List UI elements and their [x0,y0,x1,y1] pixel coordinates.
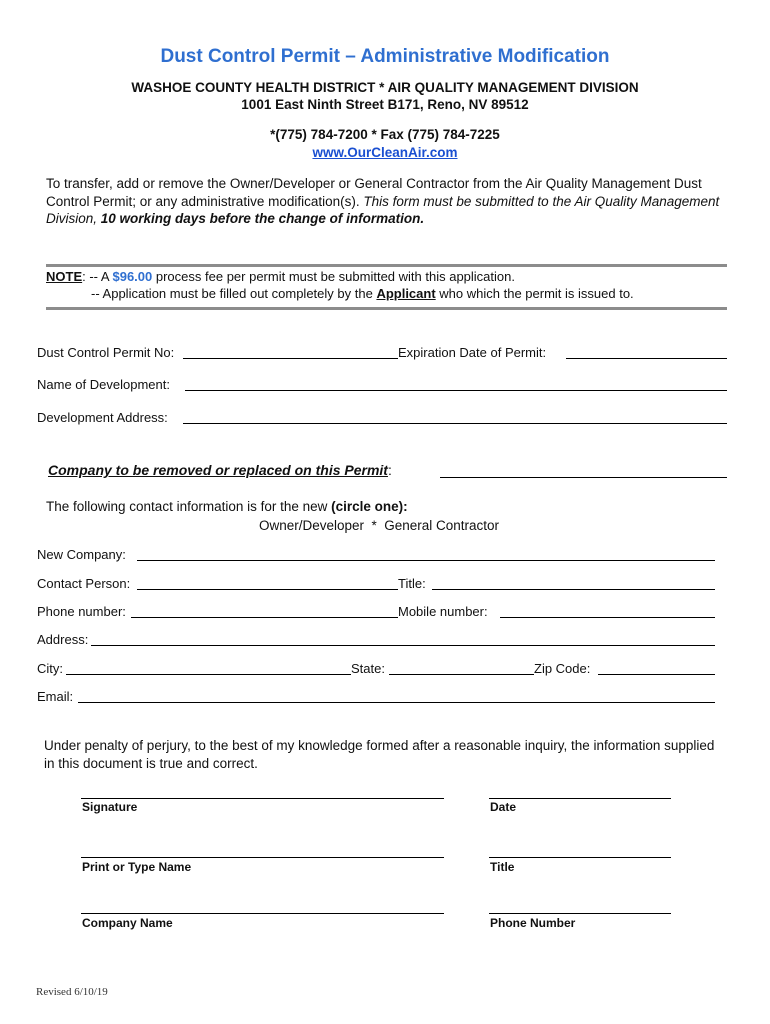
note-line2-suffix: who which the permit is issued to. [439,286,634,301]
note-prefix: : -- A [82,269,109,284]
state-label: State: [351,661,385,676]
date-line[interactable] [489,798,671,799]
permit-no-label: Dust Control Permit No: [37,345,175,360]
company-heading-text: Company to be removed or replaced on this Permit [48,462,388,478]
city-label: City: [37,661,63,676]
signer-title-label: Title [490,860,515,874]
mobile-label: Mobile number: [398,604,488,619]
note-block [46,268,634,302]
phone-label: Phone number: [37,604,126,619]
intro-paragraph [46,175,736,228]
role-options[interactable]: Owner/Developer * General Contractor [258,518,500,533]
certification-text: Under penalty of perjury, to the best of my knowledge formed after a reasonable inquiry, the information supplied in this document is true and correct. [44,738,715,771]
form-title: Dust Control Permit – Administrative Modification [160,46,610,67]
intro-italic: This form must be submitted to the Air Quality Management Division, [46,193,720,226]
zip-field[interactable] [598,674,715,675]
note-line2-prefix: -- Application must be filled out completely by the [91,286,373,301]
note-line-2 [46,285,634,302]
intro-deadline: 10 working days before the change of information. [100,211,425,226]
note-bottom-divider [46,307,727,310]
phone-field[interactable] [131,617,398,618]
company-heading-colon: : [387,462,392,478]
state-field[interactable] [389,674,534,675]
instruction-text: The following contact information is for the new [46,499,328,514]
note-applicant: Applicant [376,286,436,301]
phone-number-label: Phone Number [490,916,576,930]
address-field[interactable] [91,645,715,646]
contact-title-label: Title: [398,576,426,591]
circle-one-label: (circle one): [331,499,408,514]
revision-date: Revised 6/10/19 [36,986,108,998]
new-company-label: New Company: [37,547,126,562]
company-removed-field[interactable] [440,477,727,478]
development-address-label: Development Address: [37,410,168,425]
email-field[interactable] [78,702,715,703]
development-address-field[interactable] [183,423,727,424]
website-link-row [0,145,770,160]
signer-title-line[interactable] [489,857,671,858]
note-top-divider [46,264,727,267]
phone-number-line[interactable] [489,913,671,914]
note-line-1 [46,268,634,285]
date-label: Date [490,800,517,814]
company-section-heading [48,462,392,478]
print-name-label: Print or Type Name [82,860,192,874]
permit-no-field[interactable] [183,358,398,359]
instruction-row [46,499,408,514]
zip-label: Zip Code: [534,661,591,676]
city-field[interactable] [66,674,351,675]
expiration-field[interactable] [566,358,727,359]
signature-line[interactable] [81,798,444,799]
note-label: NOTE [46,269,83,284]
signature-label: Signature [82,800,138,814]
note-line1-suffix: process fee per permit must be submitted with this application. [155,269,515,284]
agency-address: 1001 East Ninth Street B171, Reno, NV 89512 [241,97,529,112]
development-name-field[interactable] [185,390,727,391]
contact-person-field[interactable] [137,589,398,590]
company-name-line[interactable] [81,913,444,914]
mobile-field[interactable] [500,617,715,618]
new-company-field[interactable] [137,560,715,561]
agency-phone-fax: *(775) 784-7200 * Fax (775) 784-7225 [270,127,500,142]
contact-title-field[interactable] [432,589,715,590]
contact-person-label: Contact Person: [37,576,131,591]
expiration-label: Expiration Date of Permit: [398,345,547,360]
agency-name: WASHOE COUNTY HEALTH DISTRICT * AIR QUALITY MANAGEMENT DIVISION [131,80,639,95]
address-label: Address: [37,632,89,647]
email-label: Email: [37,689,74,704]
development-name-label: Name of Development: [37,377,170,392]
intro-text: To transfer, add or remove the Owner/Developer or General Contractor from the Air Quality Management Dust Control Permit; or any administrative modification(s). [46,176,702,209]
fee-amount: $96.00 [112,269,153,284]
company-name-label: Company Name [82,916,173,930]
website-link[interactable]: www.OurCleanAir.com [312,145,458,160]
print-name-line[interactable] [81,857,444,858]
